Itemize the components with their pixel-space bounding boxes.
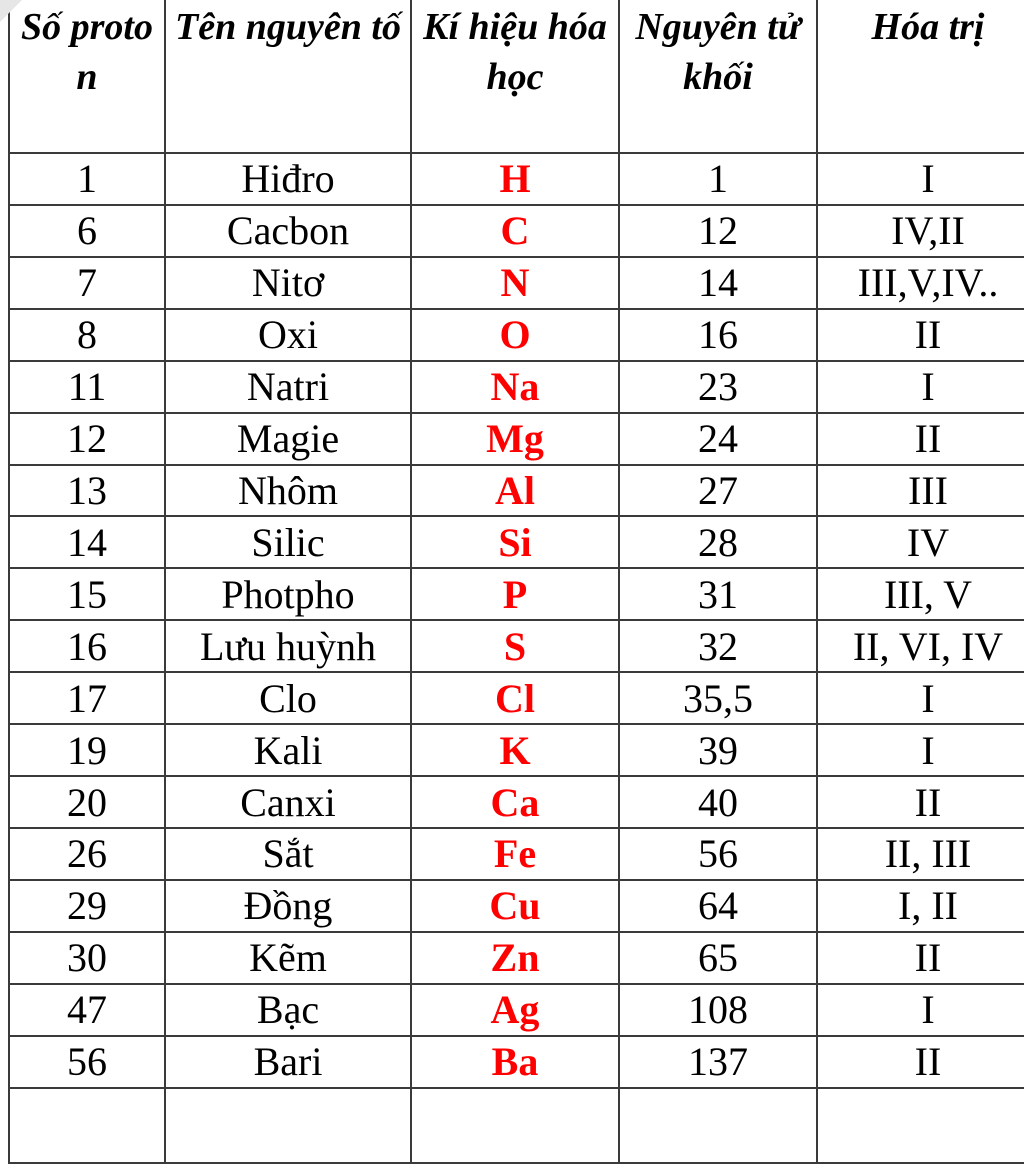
symbol-cell: Al [411,465,619,517]
atomic-mass-cell: 137 [619,1036,817,1088]
table-row [9,1036,1024,1088]
atomic-mass-cell: 27 [619,465,817,517]
valence-cell: I [817,153,1024,205]
header-atomic-mass: Nguyên tử khối [619,0,817,153]
atomic-mass-cell: 1 [619,153,817,205]
empty-cell [817,1088,1024,1163]
valence-cell: III, V [817,568,1024,620]
table-body [9,153,1024,1163]
element-name-cell: Nitơ [165,257,411,309]
element-name-cell: Lưu huỳnh [165,620,411,672]
element-name-cell: Photpho [165,568,411,620]
symbol-cell: Ag [411,984,619,1036]
table-row [9,257,1024,309]
atomic-mass-cell: 65 [619,932,817,984]
atomic-mass-cell: 39 [619,724,817,776]
symbol-cell: Zn [411,932,619,984]
valence-cell: III [817,465,1024,517]
table-row [9,776,1024,828]
valence-cell: III,V,IV.. [817,257,1024,309]
element-name-cell: Canxi [165,776,411,828]
symbol-cell: Cl [411,672,619,724]
table-row [9,880,1024,932]
valence-cell: II [817,309,1024,361]
proton-cell: 11 [9,361,165,413]
element-name-cell: Natri [165,361,411,413]
element-name-cell: Magie [165,413,411,465]
atomic-mass-cell: 14 [619,257,817,309]
table-row [9,465,1024,517]
valence-cell: II, VI, IV [817,620,1024,672]
proton-cell: 1 [9,153,165,205]
element-name-cell: Cacbon [165,205,411,257]
proton-cell: 13 [9,465,165,517]
symbol-cell: Mg [411,413,619,465]
atomic-mass-cell: 31 [619,568,817,620]
atomic-mass-cell: 12 [619,205,817,257]
symbol-cell: Cu [411,880,619,932]
valence-cell: IV,II [817,205,1024,257]
atomic-mass-cell: 28 [619,516,817,568]
table-row [9,568,1024,620]
proton-cell: 6 [9,205,165,257]
symbol-cell: Si [411,516,619,568]
atomic-mass-cell: 64 [619,880,817,932]
proton-cell: 56 [9,1036,165,1088]
element-name-cell: Sắt [165,828,411,880]
header-element-name: Tên nguyên tố [165,0,411,153]
element-name-cell: Đồng [165,880,411,932]
proton-cell: 12 [9,413,165,465]
empty-table-row [9,1088,1024,1163]
element-name-cell: Hiđro [165,153,411,205]
valence-cell: I, II [817,880,1024,932]
empty-cell [619,1088,817,1163]
element-name-cell: Bari [165,1036,411,1088]
symbol-cell: Ba [411,1036,619,1088]
valence-cell: I [817,361,1024,413]
valence-cell: I [817,984,1024,1036]
proton-cell: 47 [9,984,165,1036]
valence-cell: II [817,1036,1024,1088]
symbol-cell: N [411,257,619,309]
proton-cell: 16 [9,620,165,672]
proton-cell: 30 [9,932,165,984]
symbol-cell: S [411,620,619,672]
table-row [9,361,1024,413]
proton-cell: 8 [9,309,165,361]
valence-cell: II, III [817,828,1024,880]
valence-cell: I [817,724,1024,776]
atomic-mass-cell: 23 [619,361,817,413]
proton-cell: 26 [9,828,165,880]
table-row [9,672,1024,724]
table-row [9,984,1024,1036]
empty-cell [9,1088,165,1163]
page-corner-fold [0,0,22,22]
header-chemical-symbol: Kí hiệu hóa học [411,0,619,153]
atomic-mass-cell: 108 [619,984,817,1036]
table-row [9,828,1024,880]
symbol-cell: H [411,153,619,205]
symbol-cell: O [411,309,619,361]
proton-cell: 15 [9,568,165,620]
valence-cell: II [817,413,1024,465]
symbol-cell: C [411,205,619,257]
empty-cell [411,1088,619,1163]
empty-cell [165,1088,411,1163]
atomic-mass-cell: 35,5 [619,672,817,724]
valence-cell: II [817,776,1024,828]
table-row [9,153,1024,205]
symbol-cell: K [411,724,619,776]
element-name-cell: Nhôm [165,465,411,517]
proton-cell: 7 [9,257,165,309]
element-name-cell: Silic [165,516,411,568]
element-table [8,0,1024,1164]
table-row [9,309,1024,361]
element-name-cell: Kẽm [165,932,411,984]
proton-cell: 17 [9,672,165,724]
symbol-cell: P [411,568,619,620]
proton-cell: 14 [9,516,165,568]
valence-cell: I [817,672,1024,724]
symbol-cell: Ca [411,776,619,828]
table-row [9,205,1024,257]
table-row [9,516,1024,568]
table-row [9,724,1024,776]
proton-cell: 19 [9,724,165,776]
atomic-mass-cell: 32 [619,620,817,672]
header-proton-number: Số proto n [9,0,165,153]
table-header-row [9,0,1024,153]
valence-cell: IV [817,516,1024,568]
header-valence: Hóa trị [817,0,1024,153]
element-name-cell: Clo [165,672,411,724]
valence-cell: II [817,932,1024,984]
table-row [9,932,1024,984]
atomic-mass-cell: 16 [619,309,817,361]
symbol-cell: Na [411,361,619,413]
proton-cell: 20 [9,776,165,828]
element-name-cell: Oxi [165,309,411,361]
atomic-mass-cell: 24 [619,413,817,465]
element-name-cell: Bạc [165,984,411,1036]
table-row [9,620,1024,672]
symbol-cell: Fe [411,828,619,880]
proton-cell: 29 [9,880,165,932]
atomic-mass-cell: 40 [619,776,817,828]
atomic-mass-cell: 56 [619,828,817,880]
table-row [9,413,1024,465]
element-name-cell: Kali [165,724,411,776]
